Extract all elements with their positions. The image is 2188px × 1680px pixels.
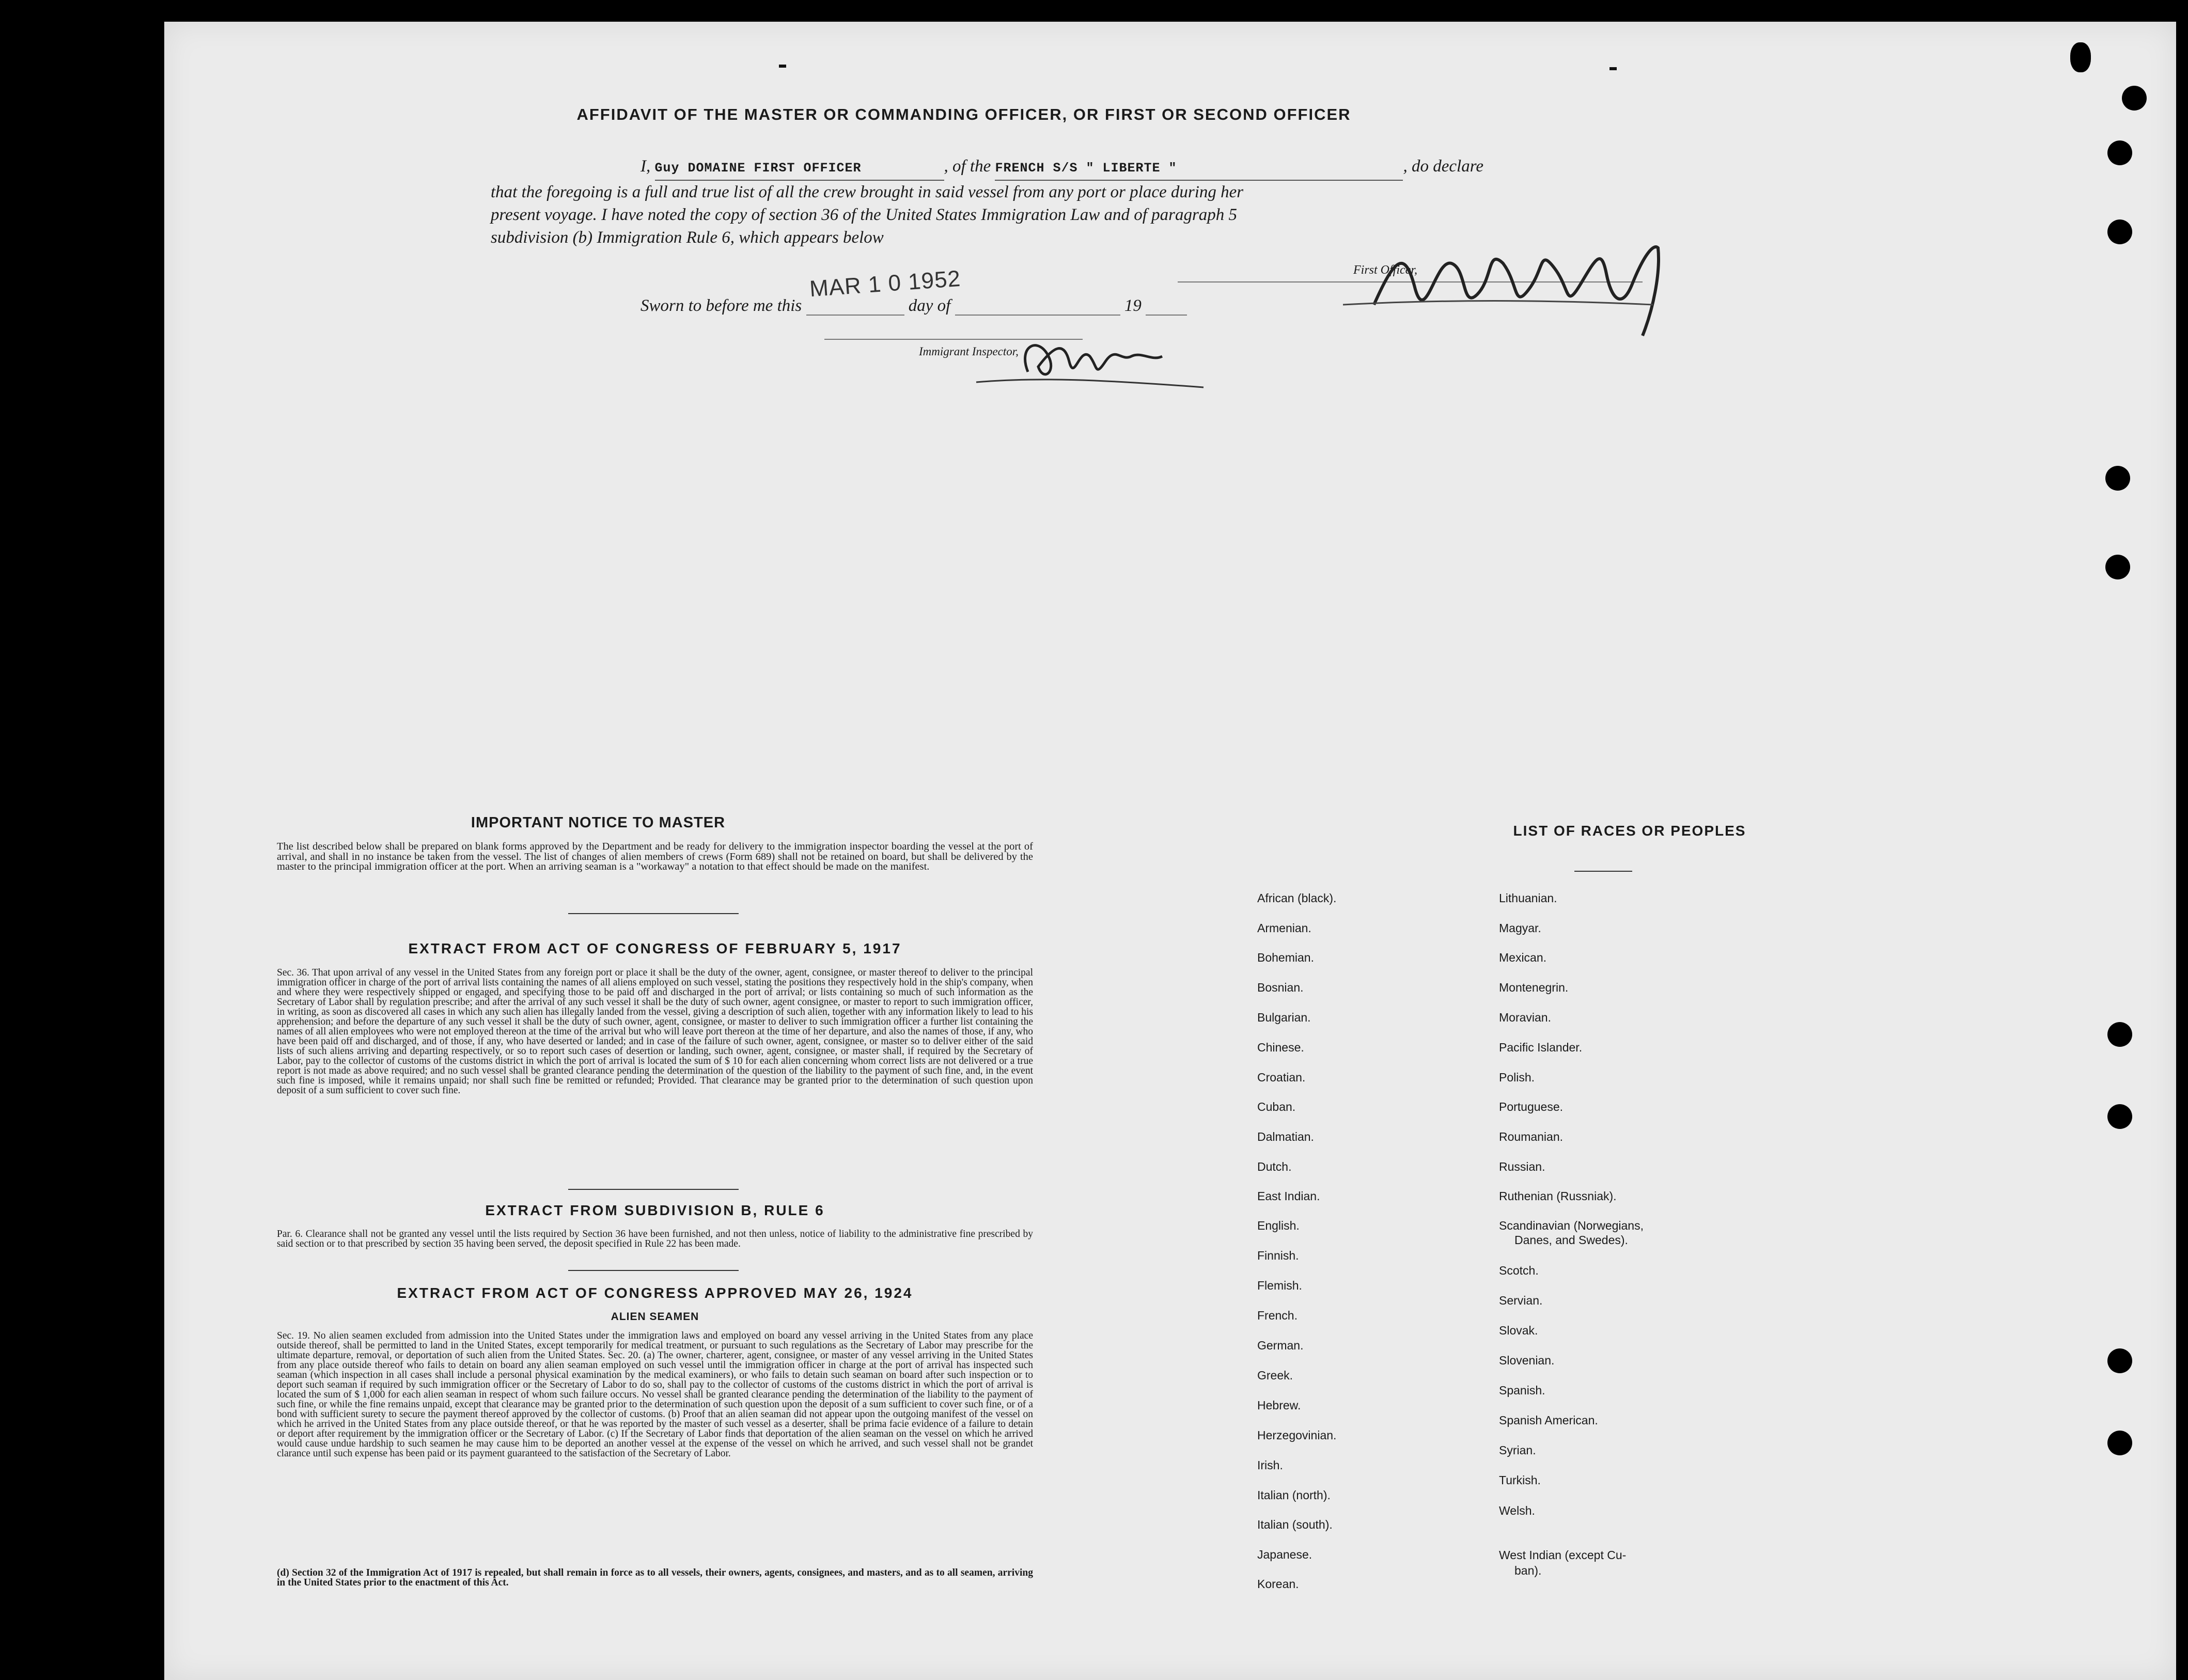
binder-hole [2122, 86, 2147, 111]
mark [1609, 67, 1617, 70]
race-item: Moravian. [1499, 1011, 1551, 1024]
binder-hole [2107, 1022, 2132, 1047]
inspector-label: Immigrant Inspector, [919, 345, 1019, 358]
race-item: East Indian. [1257, 1189, 1320, 1203]
affidavit-title: AFFIDAVIT OF THE MASTER OR COMMANDING OFFICER, OR FIRST OR SECOND OFFICER [576, 105, 1351, 123]
divider [568, 1270, 739, 1271]
affidavit-line-1 [491, 155, 1483, 181]
rule-6-title: EXTRACT FROM SUBDIVISION B, RULE 6 [485, 1202, 825, 1218]
race-item: English. [1257, 1219, 1300, 1232]
race-item: Flemish. [1257, 1279, 1302, 1292]
date-stamp: MAR 1 0 1952 [808, 265, 962, 302]
i-label: I, [640, 157, 651, 176]
race-item: Dutch. [1257, 1160, 1292, 1173]
year-label: 19 [1124, 296, 1142, 315]
mark [779, 65, 786, 68]
affidavit-line-4: subdivision (b) Immigration Rule 6, which appears below [491, 228, 884, 247]
race-item: Cuban. [1257, 1100, 1296, 1113]
divider [568, 913, 739, 914]
race-item: Montenegrin. [1499, 981, 1569, 994]
race-item: German. [1257, 1339, 1304, 1352]
race-item: Slovenian. [1499, 1354, 1555, 1367]
race-item: Bosnian. [1257, 981, 1304, 994]
race-item: Italian (north). [1257, 1488, 1331, 1502]
sworn-text: Sworn to before me this [640, 296, 802, 315]
extract-1924-section-d: (d) Section 32 of the Immigration Act of 1917 is repealed, but shall remain in force as to all vessels, their owners, agents, consignees, and masters, and as to all seamen, arriving in the United States prior to the enactment of this Act. [277, 1567, 1033, 1588]
race-item: Portuguese. [1499, 1100, 1564, 1113]
race-item: Lithuanian. [1499, 891, 1557, 905]
race-item: Greek. [1257, 1369, 1293, 1382]
officer-signature [1364, 227, 1674, 346]
race-item: Dalmatian. [1257, 1130, 1314, 1143]
divider [568, 1189, 739, 1190]
race-item: Magyar. [1499, 921, 1541, 935]
race-item: Mexican. [1499, 951, 1547, 964]
extract-1924-text: Sec. 19. No alien seamen excluded from admission into the United States under the immigration laws and employed on board any vessel arriving in the United States from any place outside thereof, shall be permitted to land in the United States, except temporarily for medical treatment, or pursuant to such regulations as the Secretary of Labor may prescribe for the ultimate departure, removal, or deportation of such alien from the United States. Sec. 20. (a) The owner, charterer, agent, consignee, or master of any vessel arriving in the United States from any place outside thereof who fails to detain on board any alien seaman employed on such vessel until the immigration officer in charge at the port of arrival has inspected such seaman (which inspection in all cases shall include a personal physical examination by the medical examiners), or who fails to detain such seaman on board after such inspection or to deport such seaman if required by such immigration officer or the Secretary of Labor to do so, shall pay to the collector of customs of the customs district in which the port of arrival is located the sum of $ 1,000 for each alien seaman in respect of whom such failure occurs. No vessel shall be granted clearance pending the determination of the liability to the payment of such fine, or while the fine remains unpaid, except that clearance may be granted prior to the determination of such question upon the deposit of a sum sufficient to cover such fine, or of a bond with sufficient surety to secure the payment thereof approved by the collector of customs. (b) Proof that an alien seaman did not appear upon the outgoing manifest of the vessel on which he arrived in the United States from any place outside thereof, or that he was reported by the master of such vessel as a deserter, shall be prima facie evidence of a failure to detain or deport after requirement by the immigration officer or the Secretary of Labor. (c) If the Secretary of Labor finds that deportation of the alien seaman on the vessel on which he arrived would cause undue hardship to such seamen he may cause him to be deported an another vessel at the expense of the vessel on which he arrived, and such vessel shall not be grandet clarance until such expense has been paid or its payment guaranteed to the satisfaction of the Secretary of Labor. [277, 1330, 1033, 1459]
race-item: African (black). [1257, 891, 1337, 905]
race-item: Polish. [1499, 1071, 1535, 1084]
race-item: Spanish. [1499, 1384, 1545, 1397]
race-item: Irish. [1257, 1458, 1283, 1472]
alien-seamen-subtitle: ALIEN SEAMEN [611, 1311, 699, 1323]
race-item: Bulgarian. [1257, 1011, 1311, 1024]
race-item: Croatian. [1257, 1071, 1306, 1084]
race-item: Syrian. [1499, 1443, 1536, 1457]
race-item: Slovak. [1499, 1324, 1538, 1337]
race-item: Russian. [1499, 1160, 1545, 1173]
rule-6-text: Par. 6. Clearance shall not be granted any vessel until the lists required by Section 36 have been furnished, and not then unless, notice of liability to the administrative fine prescribed by said section or to that prescribed by section 35 having been served, the deposit specified in Rule 22 has been made. [277, 1229, 1033, 1249]
notice-title: IMPORTANT NOTICE TO MASTER [471, 814, 726, 831]
officer-name: Guy DOMAINE FIRST OFFICER [654, 161, 862, 176]
affidavit-line-2: that the foregoing is a full and true list of all the crew brought in said vessel from any port or place during her [491, 183, 1244, 201]
of-the-label: , of the [944, 157, 991, 176]
do-declare-label: , do declare [1403, 157, 1483, 176]
binder-hole [2107, 140, 2132, 165]
extract-1917-title: EXTRACT FROM ACT OF CONGRESS OF FEBRUARY 5, 1917 [408, 940, 902, 956]
inspector-signature [997, 325, 1214, 398]
race-item: Finnish. [1257, 1249, 1299, 1262]
binder-hole [2107, 219, 2132, 244]
race-item: Roumanian. [1499, 1130, 1564, 1143]
race-item: Welsh. [1499, 1504, 1535, 1517]
race-item: ban). [1514, 1564, 1542, 1577]
extract-1924-title: EXTRACT FROM ACT OF CONGRESS APPROVED MAY 26, 1924 [397, 1285, 913, 1301]
race-item: Bohemian. [1257, 951, 1314, 964]
day-of-label: day of [908, 296, 951, 315]
race-item: Ruthenian (Russniak). [1499, 1189, 1617, 1203]
race-item: Armenian. [1257, 921, 1311, 935]
affidavit-text [491, 155, 1483, 249]
race-item: Turkish. [1499, 1473, 1541, 1487]
race-item: Japanese. [1257, 1548, 1312, 1561]
race-item: Scotch. [1499, 1264, 1539, 1277]
race-item: Korean. [1257, 1577, 1299, 1591]
race-item: Chinese. [1257, 1041, 1304, 1054]
race-item: Scandinavian (Norwegians, [1499, 1219, 1644, 1232]
race-item: Spanish American. [1499, 1414, 1598, 1427]
notice-text: The list described below shall be prepared on blank forms approved by the Department and be ready for delivery to the immigration inspector boarding the vessel at the port of arrival, and shall in no instance be taken from the vessel. The list of changes of alien members of crews (Form 689) shall not be retained on board, but shall be delivered by the master to the principal immigration officer at the port. When an arriving seaman is a "workaway" a notation to that effect should be made on the manifest. [277, 841, 1033, 872]
races-title: LIST OF RACES OR PEOPLES [1513, 823, 1746, 839]
divider [1574, 871, 1632, 872]
race-item: Servian. [1499, 1294, 1543, 1307]
extract-1917-text: Sec. 36. That upon arrival of any vessel in the United States from any foreign port or place it shall be the duty of the owner, agent, consignee, or master thereof to deliver to the principal immigration officer in charge of the port of arrival lists containing the names of all aliens employed on such vessel, stating the positions they respectively hold in the ship's company, when and where they were respectively shipped or engaged, and specifying those to be paid off and discharged in the port of arrival; or lists containing so much of such information as the Secretary of Labor shall by regulation prescribe; and after the arrival of any such vessel it shall be the duty of such owner, agent consignee, or master to report to such immigration officer, in writing, as soon as discovered all cases in which any such alien has illegally landed from the vessel, giving a description of such alien, together with any information likely to lead to his apprehension; and before the departure of any such vessel it shall be the duty of such owner, agent, consignee, or master to deliver to such immigration officer a further list containing the names of all alien employees who were not employed thereon at the time of the arrival but who will leave port thereon at the time of her departure, and also the names of those, if any, who have been paid off and discharged, and of those, if any, who have deserted or landed; and in case of the failure of such owner, agent, consignee, or master so to deliver either of the said lists of such aliens arriving and departing respectively, or so to report such cases of desertion or landing, such owner, agent, consignee, or master shall, if required by the Secretary of Labor, pay to the collector of customs of the customs district in which the port of arrival is located the sum of $ 10 for each alien concerning whom correct lists are not delivered or a true report is not made as above required; and no such vessel shall be granted clearance pending the determination of the question of the liability to the payment of such fine, and, in the event such fine is imposed, while it remains unpaid; nor shall such fine be remitted or refunded; Provided. That clearance may be granted prior to the determination of such question upon deposit of a sum sufficient to cover such fine. [277, 967, 1033, 1096]
officer-label: First Officer, [1353, 263, 1417, 277]
binder-hole [2105, 555, 2130, 579]
binder-hole [2105, 466, 2130, 491]
sworn-line [640, 296, 1187, 316]
race-item: French. [1257, 1309, 1298, 1322]
race-item: Danes, and Swedes). [1514, 1233, 1628, 1247]
vessel-name: FRENCH S/S " LIBERTE " [995, 161, 1177, 176]
race-item: Pacific Islander. [1499, 1041, 1583, 1054]
binder-hole [2107, 1431, 2132, 1455]
race-item: West Indian (except Cu- [1499, 1548, 1627, 1562]
affidavit-line-3: present voyage. I have noted the copy of section 36 of the United States Immigration Law and of paragraph 5 [491, 206, 1238, 224]
race-item: Italian (south). [1257, 1518, 1333, 1531]
race-item: Hebrew. [1257, 1399, 1301, 1412]
binder-hole [2107, 1348, 2132, 1373]
race-item: Herzegovinian. [1257, 1428, 1337, 1442]
binder-hole [2070, 42, 2091, 72]
binder-hole [2107, 1104, 2132, 1129]
